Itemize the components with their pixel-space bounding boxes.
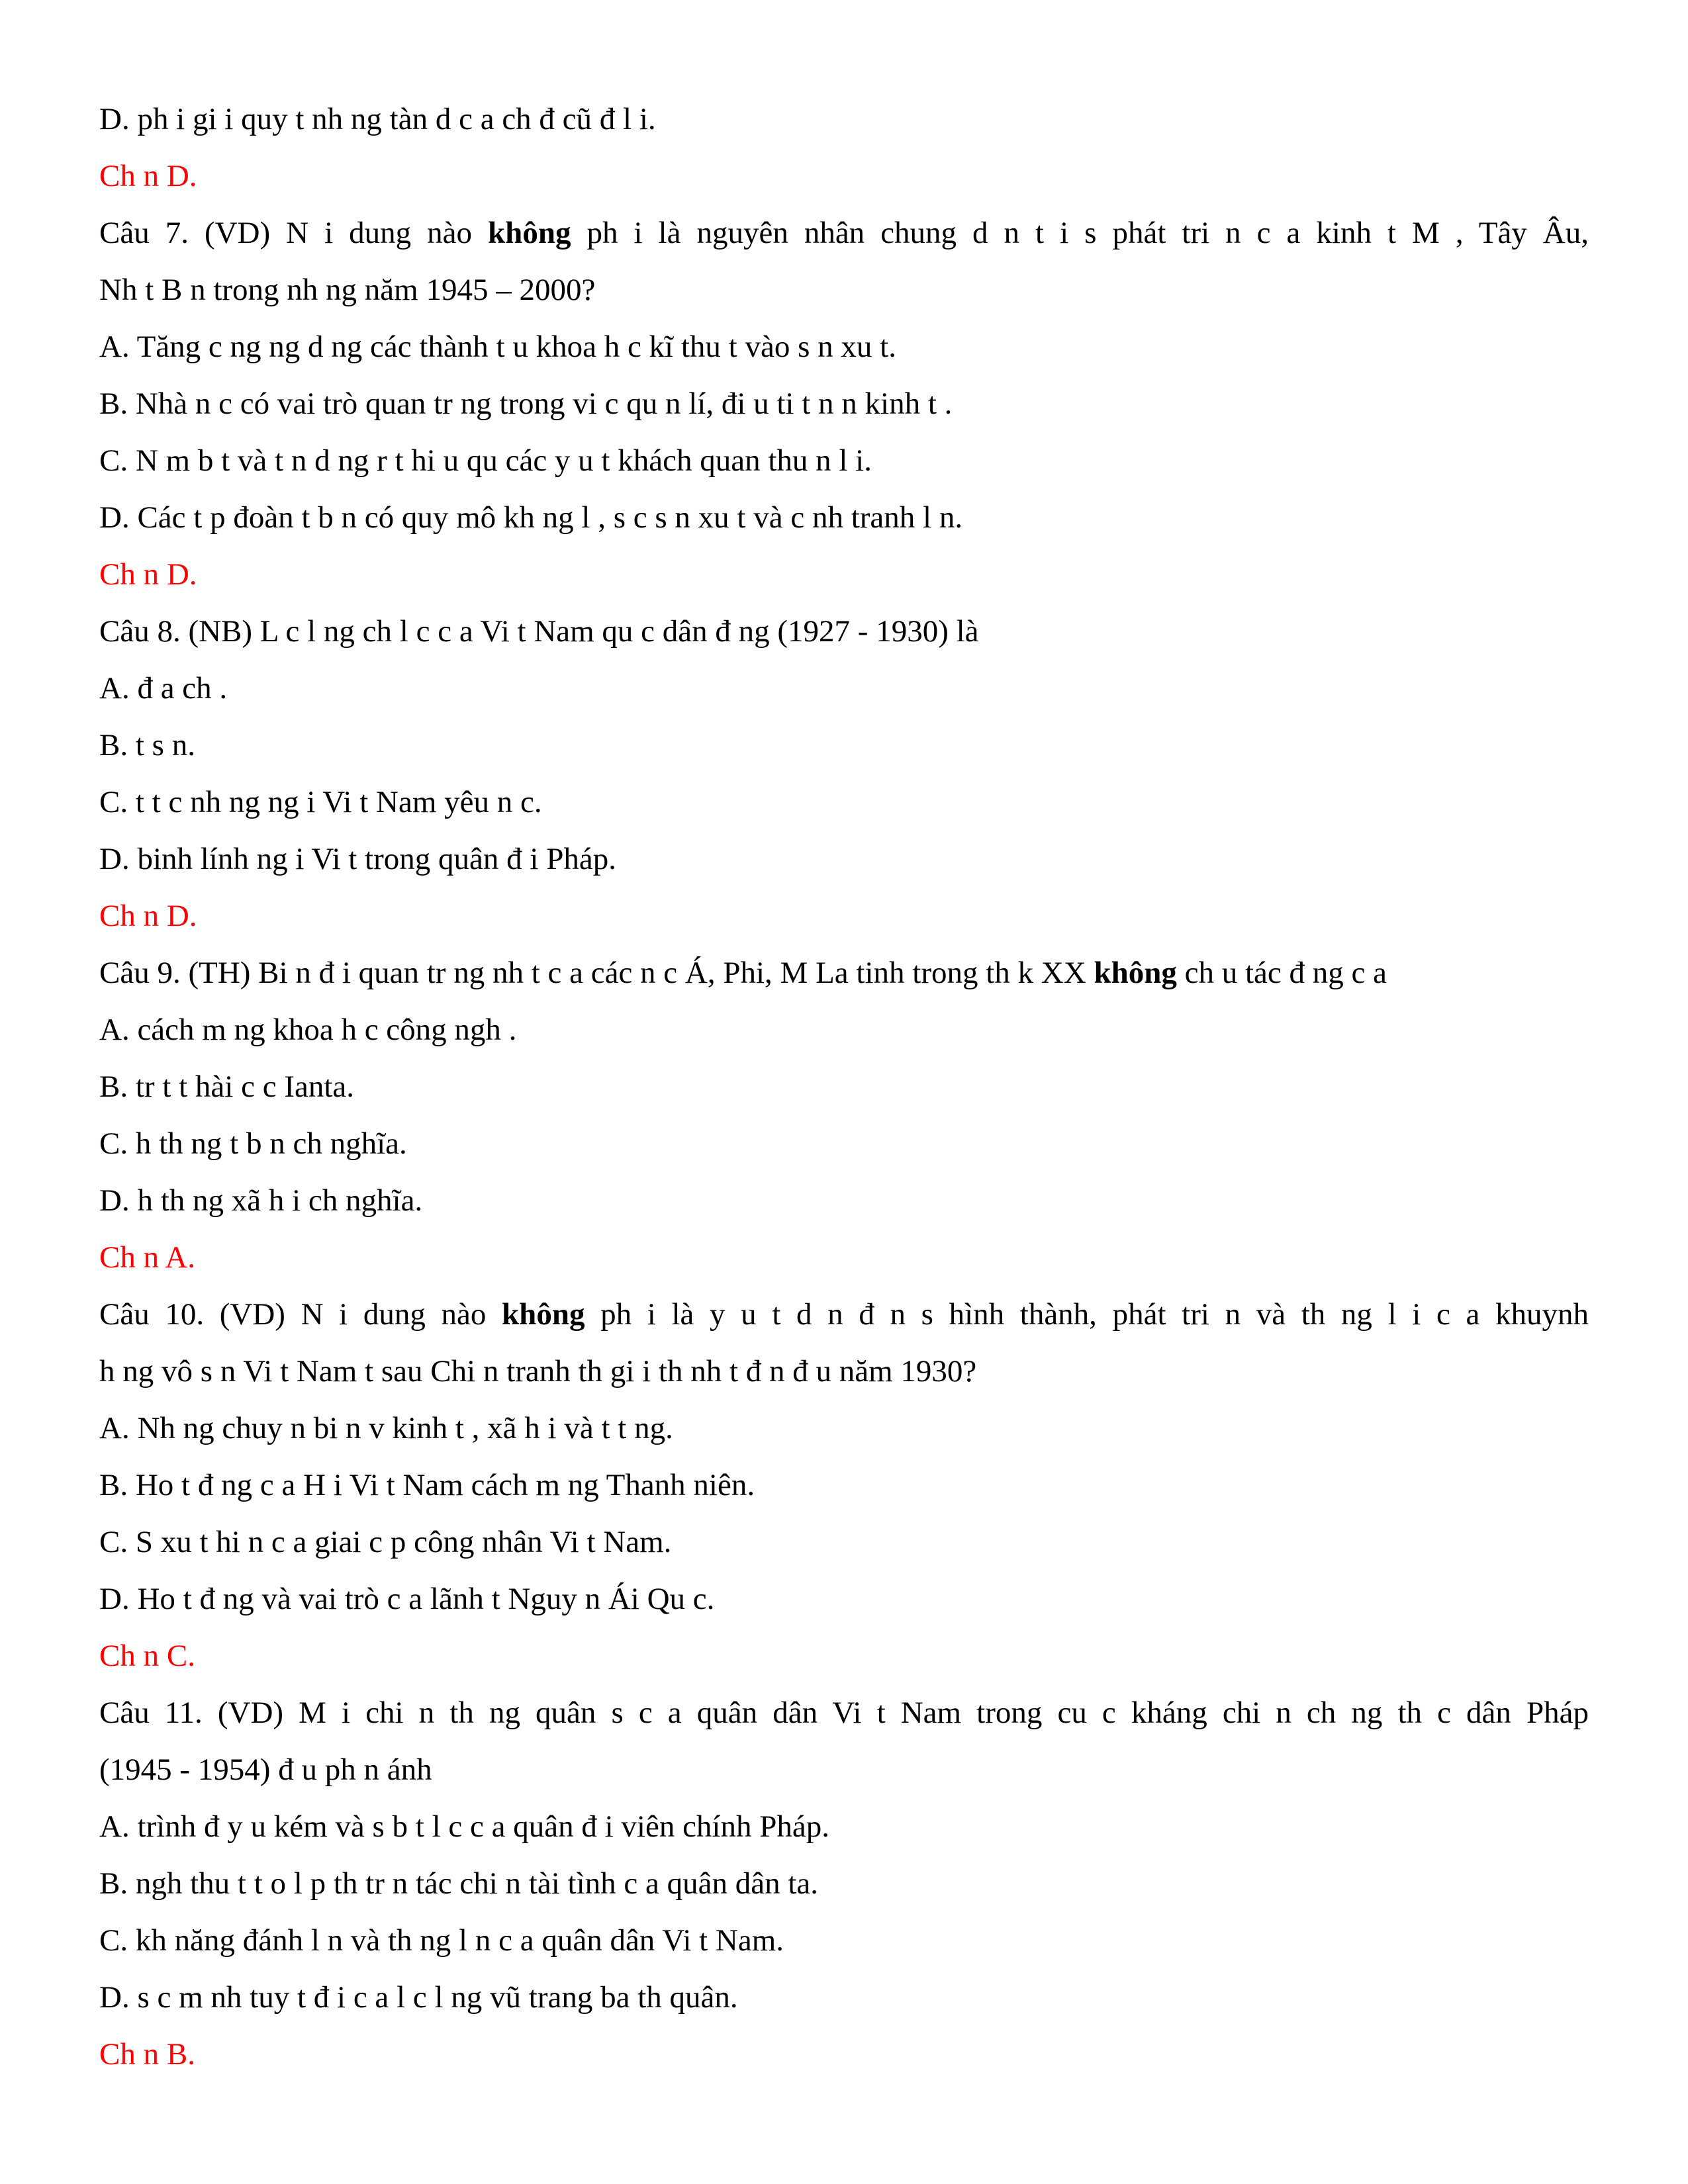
question-10-text-a: Câu 10. (VD) N i dung nào [99,1297,502,1332]
answer-q10: Ch n C. [99,1639,195,1673]
option-c-q11: C. kh năng đánh l n và th ng l n c a quân dân Vi t Nam. [99,1923,784,1958]
question-9-text-c: ch u tác đ ng c a [1176,956,1387,990]
option-c-q7: C. N m b t và t n d ng r t hi u qu các y u t khách quan thu n l i. [99,443,872,478]
answer-q8: Ch n D. [99,899,197,933]
question-10 [99,1295,1589,1334]
option-d-q6: D. ph i gi i quy t nh ng tàn d c a ch đ cũ đ l i. [99,102,656,136]
option-d-q8: D. binh lính ng i Vi t trong quân đ i Pháp. [99,842,616,876]
question-9 [99,953,1589,993]
question-9-text-a: Câu 9. (TH) Bi n đ i quan tr ng nh t c a các n c Á, Phi, M La tinh trong th k XX [99,956,1094,990]
question-7-cont: Nh t B n trong nh ng năm 1945 – 2000? [99,273,596,307]
answer-q11: Ch n B. [99,2037,195,2071]
option-c-q8: C. t t c nh ng ng i Vi t Nam yêu n c. [99,785,542,819]
option-b-q8: B. t s n. [99,728,195,762]
question-9-negation: không [1094,956,1177,990]
question-10-cont: h ng vô s n Vi t Nam t sau Chi n tranh th gi i th nh t đ n đ u năm 1930? [99,1354,977,1388]
question-10-text-c: ph i là y u t d n đ n s hình thành, phát tri n và th ng l i c a khuynh [585,1297,1589,1332]
question-8: Câu 8. (NB) L c l ng ch l c c a Vi t Nam qu c dân đ ng (1927 - 1930) là [99,614,979,649]
option-a-q7: A. Tăng c ng ng d ng các thành t u khoa h c kĩ thu t vào s n xu t. [99,330,896,364]
option-d-q7: D. Các t p đoàn t b n có quy mô kh ng l , s c s n xu t và c nh tranh l n. [99,500,963,535]
answer-q7: Ch n D. [99,557,197,592]
option-a-q10: A. Nh ng chuy n bi n v kinh t , xã h i và t t ng. [99,1411,673,1445]
option-b-q10: B. Ho t đ ng c a H i Vi t Nam cách m ng Thanh niên. [99,1468,755,1502]
option-d-q10: D. Ho t đ ng và vai trò c a lãnh t Nguy n Ái Qu c. [99,1582,715,1616]
option-a-q11: A. trình đ y u kém và s b t l c c a quân đ i viên chính Pháp. [99,1809,829,1844]
option-b-q11: B. ngh thu t t o l p th tr n tác chi n tài tình c a quân dân ta. [99,1866,819,1901]
answer-q6: Ch n D. [99,159,197,193]
answer-q9: Ch n A. [99,1240,195,1275]
question-10-negation: không [502,1297,585,1332]
question-7-negation: không [488,216,571,250]
option-b-q9: B. tr t t hài c c Ianta. [99,1069,354,1104]
option-a-q8: A. đ a ch . [99,671,228,705]
question-11: Câu 11. (VD) M i chi n th ng quân s c a quân dân Vi t Nam trong cu c kháng chi n ch ng th c dân Pháp [99,1696,1589,1730]
question-7-text-a: Câu 7. (VD) N i dung nào [99,216,489,250]
question-7 [99,213,1589,253]
option-a-q9: A. cách m ng khoa h c công ngh . [99,1013,517,1047]
option-d-q11: D. s c m nh tuy t đ i c a l c l ng vũ trang ba th quân. [99,1980,738,2015]
option-d-q9: D. h th ng xã h i ch nghĩa. [99,1183,423,1218]
option-c-q10: C. S xu t hi n c a giai c p công nhân Vi t Nam. [99,1525,672,1559]
option-c-q9: C. h th ng t b n ch nghĩa. [99,1126,407,1161]
option-b-q7: B. Nhà n c có vai trò quan tr ng trong vi c qu n lí, đi u ti t n n kinh t . [99,387,953,421]
question-11-cont: (1945 - 1954) đ u ph n ánh [99,1752,432,1787]
question-7-text-c: ph i là nguyên nhân chung d n t i s phát tri n c a kinh t M , Tây Âu, [571,216,1589,250]
